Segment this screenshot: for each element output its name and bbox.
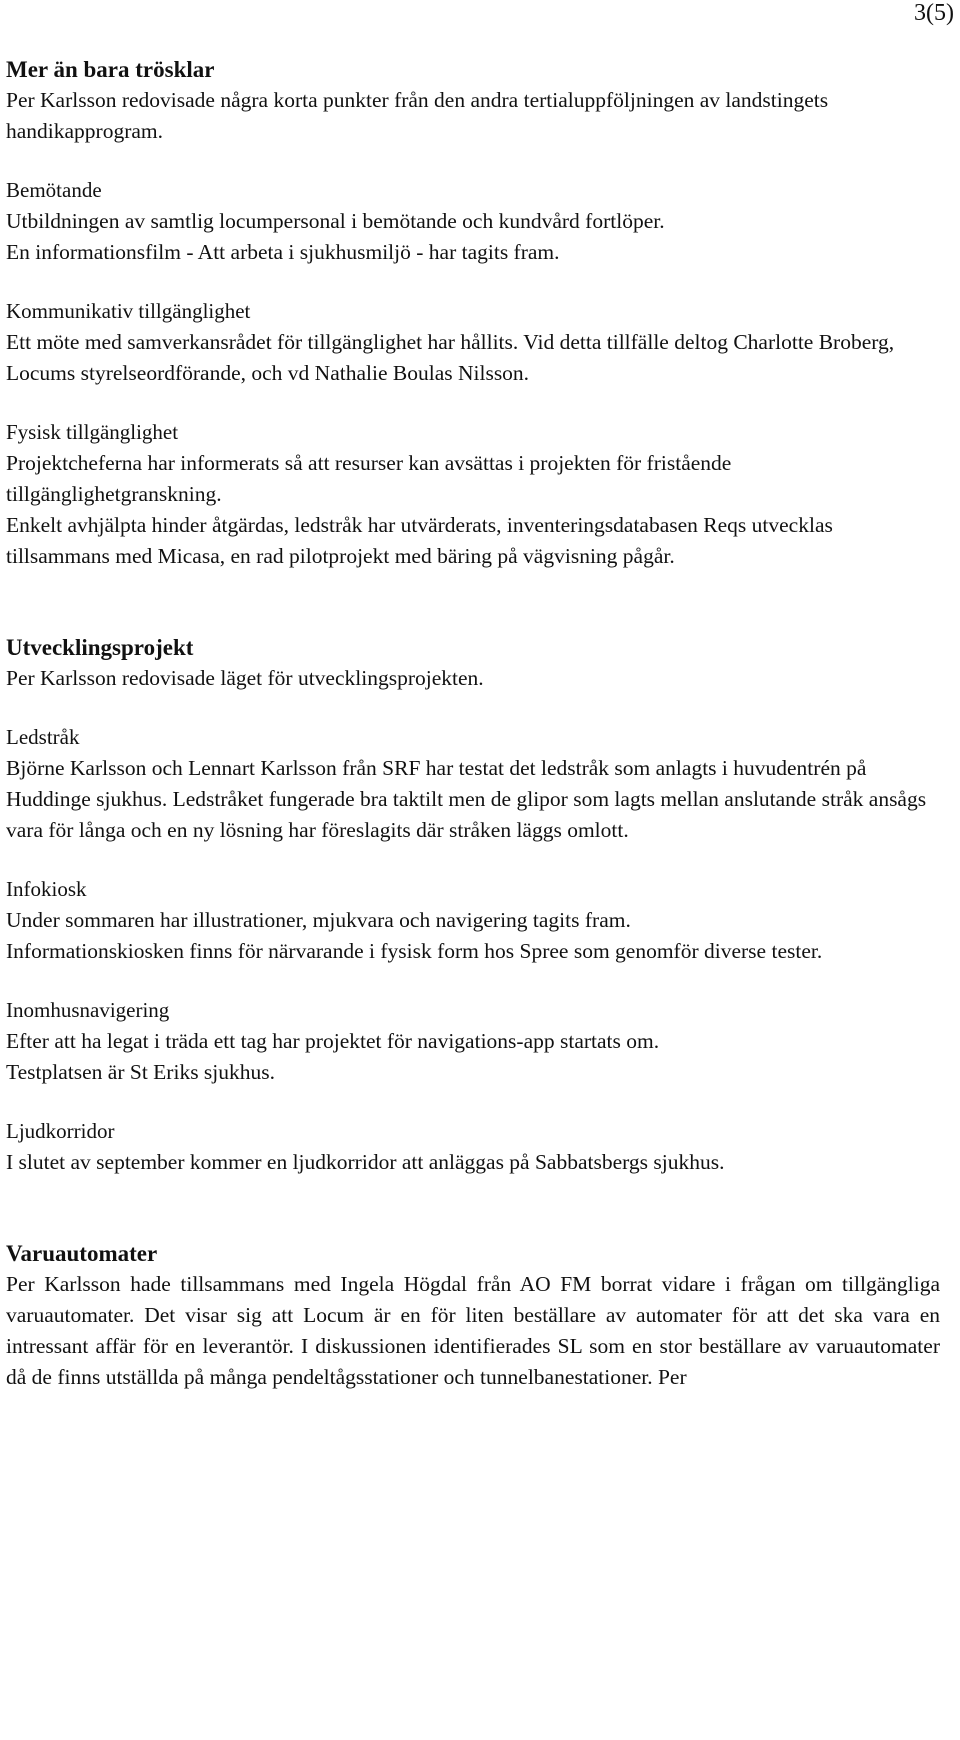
paragraph: Per Karlsson hade tillsammans med Ingela Högdal från AO FM borrat vidare i frågan om tillgängliga varuautomater. Det visar sig att Locum är en för liten beställare av automater för att det ska vara en intressant affär för en leverantör. I diskussionen identifierades SL som en stor beställare av varuautomater då de finns utställda på många pendeltågsstationer och tunnelbanestationer. Per <box>6 1272 940 1389</box>
paragraph: Efter att ha legat i träda ett tag har projektet för navigations-app startats om. <box>6 1029 660 1053</box>
section-varuautomater <box>6 1238 940 1393</box>
paragraph: Per Karlsson redovisade några korta punkter från den andra tertialuppföljningen av landstingets handikapprogram. <box>6 88 829 143</box>
paragraph: Per Karlsson redovisade läget för utvecklingsprojekten. <box>6 666 484 690</box>
subheading: Ledstråk <box>6 725 80 749</box>
document-body <box>6 54 940 1393</box>
page-number: 3(5) <box>914 0 954 26</box>
paragraph: Testplatsen är St Eriks sjukhus. <box>6 1060 276 1084</box>
paragraph: I slutet av september kommer en ljudkorridor att anläggas på Sabbatsbergs sjukhus. <box>6 1150 725 1174</box>
section-mer-an-bara-trosklar <box>6 54 940 572</box>
paragraph: Enkelt avhjälpta hinder åtgärdas, ledstråk har utvärderats, inventeringsdatabasen Reqs utvecklas tillsammans med Micasa, en rad pilotprojekt med bäring på vägvisning pågår. <box>6 513 833 568</box>
subheading: Bemötande <box>6 178 102 202</box>
subheading: Inomhusnavigering <box>6 998 170 1022</box>
paragraph: Under sommaren har illustrationer, mjukvara och navigering tagits fram. <box>6 908 631 932</box>
paragraph: Projektcheferna har informerats så att resurser kan avsättas i projekten för fristående tillgänglighetgranskning. <box>6 451 732 506</box>
subheading: Infokiosk <box>6 877 87 901</box>
paragraph: Björne Karlsson och Lennart Karlsson från SRF har testat det ledstråk som anlagts i huvudentrén på Huddinge sjukhus. Ledstråket fungerade bra taktilt men de glipor som lagts mellan anslutande stråk ansågs vara för långa och en ny lösning har föreslagits där stråken läggs omlott. <box>6 756 927 842</box>
paragraph: En informationsfilm - Att arbeta i sjukhusmiljö - har tagits fram. <box>6 240 560 264</box>
subheading: Ljudkorridor <box>6 1119 115 1143</box>
section-heading: Varuautomater <box>6 1241 158 1266</box>
paragraph: Informationskiosken finns för närvarande i fysisk form hos Spree som genomför diverse tester. <box>6 939 823 963</box>
subheading: Fysisk tillgänglighet <box>6 420 179 444</box>
subheading: Kommunikativ tillgänglighet <box>6 299 251 323</box>
section-heading: Mer än bara trösklar <box>6 57 215 82</box>
section-utvecklingsprojekt <box>6 632 940 1178</box>
paragraph: Ett möte med samverkansrådet för tillgänglighet har hållits. Vid detta tillfälle deltog Charlotte Broberg, Locums styrelseordförande, och vd Nathalie Boulas Nilsson. <box>6 330 895 385</box>
paragraph: Utbildningen av samtlig locumpersonal i bemötande och kundvård fortlöper. <box>6 209 665 233</box>
section-heading: Utvecklingsprojekt <box>6 635 194 660</box>
